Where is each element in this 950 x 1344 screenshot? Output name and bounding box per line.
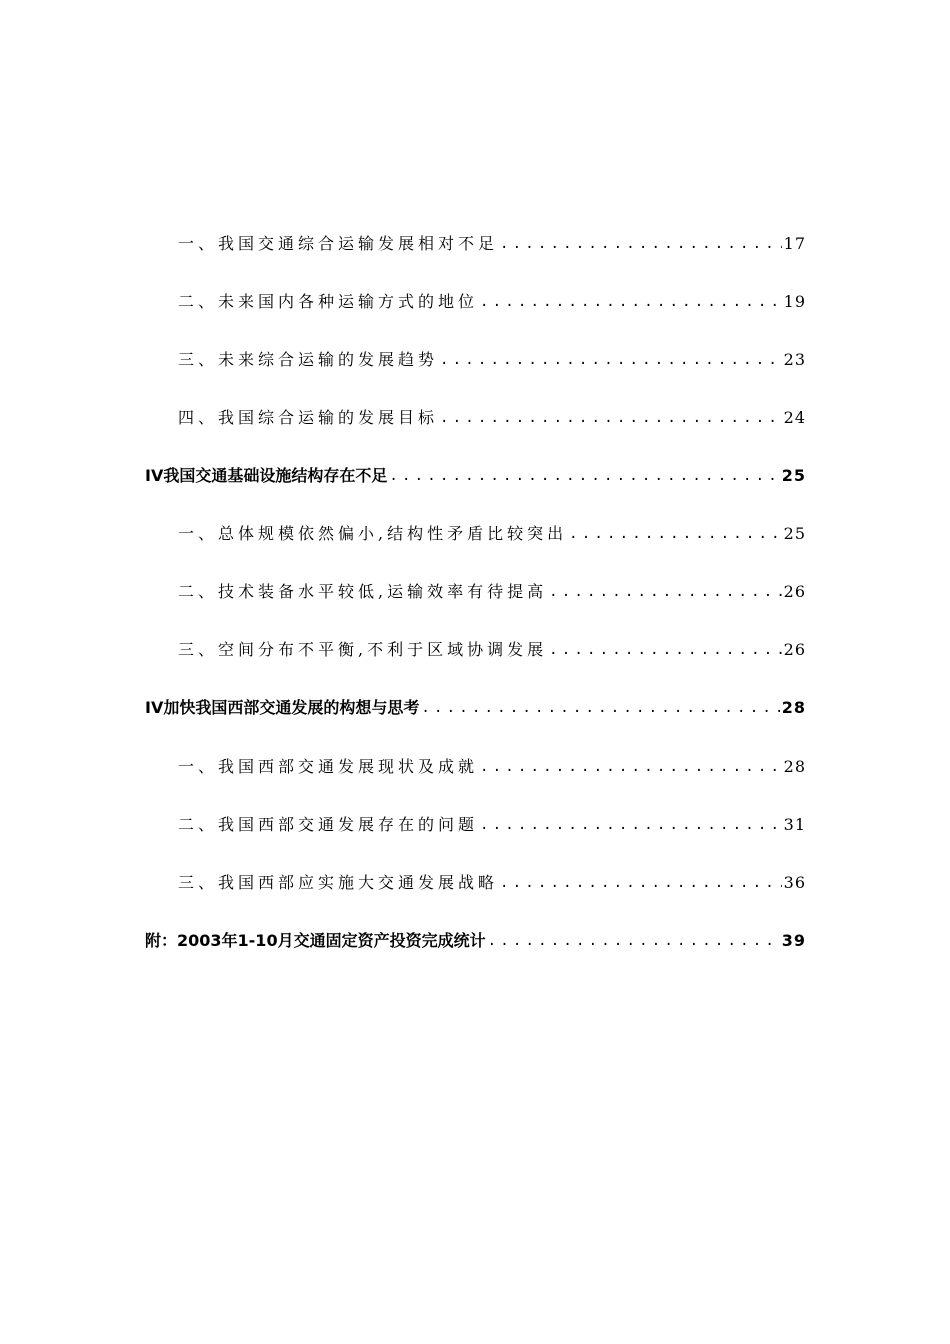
toc-dot-leader xyxy=(500,232,782,256)
toc-entry[interactable] xyxy=(178,232,806,256)
toc-entry-page: 23 xyxy=(783,350,806,369)
toc-dot-leader xyxy=(389,464,779,488)
toc-entry-page: 31 xyxy=(783,815,806,834)
toc-entry-page: 17 xyxy=(783,234,806,253)
toc-dot-leader xyxy=(440,348,782,372)
toc-entry[interactable] xyxy=(178,580,806,604)
toc-dot-leader xyxy=(500,871,782,895)
toc-dot-leader xyxy=(421,696,779,720)
toc-chapter-entry[interactable] xyxy=(145,464,806,488)
toc-dot-leader xyxy=(569,522,782,546)
toc-entry-title: 二、我国西部交通发展存在的问题 xyxy=(178,815,479,834)
toc-entry-page: 39 xyxy=(781,931,806,950)
toc-entry[interactable] xyxy=(178,813,806,837)
toc-entry-page: 28 xyxy=(783,757,806,776)
toc-entry-page: 25 xyxy=(781,466,806,485)
toc-dot-leader xyxy=(480,755,782,779)
toc-entry[interactable] xyxy=(178,406,806,430)
toc-entry-title: 一、我国交通综合运输发展相对不足 xyxy=(178,234,499,253)
toc-appendix-entry[interactable] xyxy=(145,929,806,953)
toc-entry-title: 三、我国西部应实施大交通发展战略 xyxy=(178,873,499,892)
toc-entry-title: 三、空间分布不平衡,不利于区域协调发展 xyxy=(178,640,548,659)
toc-entry-page: 24 xyxy=(783,408,806,427)
toc-entry-title: 一、我国西部交通发展现状及成就 xyxy=(178,757,479,776)
toc-entry[interactable] xyxy=(178,755,806,779)
toc-dot-leader xyxy=(549,580,782,604)
toc-entry-title: 一、总体规模依然偏小,结构性矛盾比较突出 xyxy=(178,524,568,543)
toc-entry-title: 附：2003年1-10月交通固定资产投资完成统计 xyxy=(145,931,486,950)
toc-entry-title: 二、技术装备水平较低,运输效率有待提高 xyxy=(178,582,548,601)
toc-entry[interactable] xyxy=(178,871,806,895)
toc-entry-page: 26 xyxy=(783,640,806,659)
toc-entry[interactable] xyxy=(178,522,806,546)
toc-entry-page: 26 xyxy=(783,582,806,601)
toc-entry-title: IV我国交通基础设施结构存在不足 xyxy=(145,466,388,485)
toc-entry-page: 25 xyxy=(783,524,806,543)
toc-chapter-entry[interactable] xyxy=(145,696,806,720)
toc-entry-page: 28 xyxy=(781,698,806,717)
toc-entry-title: 四、我国综合运输的发展目标 xyxy=(178,408,439,427)
toc-entry-title: 二、未来国内各种运输方式的地位 xyxy=(178,292,479,311)
toc-dot-leader xyxy=(549,638,782,662)
toc-dot-leader xyxy=(480,290,782,314)
toc-entry-page: 19 xyxy=(783,292,806,311)
toc-entry-page: 36 xyxy=(783,873,806,892)
toc-entry-title: IV加快我国西部交通发展的构想与思考 xyxy=(145,698,420,717)
toc-entry-title: 三、未来综合运输的发展趋势 xyxy=(178,350,439,369)
toc-dot-leader xyxy=(440,406,782,430)
toc-dot-leader xyxy=(480,813,782,837)
toc-entry[interactable] xyxy=(178,638,806,662)
toc-entry[interactable] xyxy=(178,290,806,314)
toc-entry[interactable] xyxy=(178,348,806,372)
toc-dot-leader xyxy=(488,929,780,953)
